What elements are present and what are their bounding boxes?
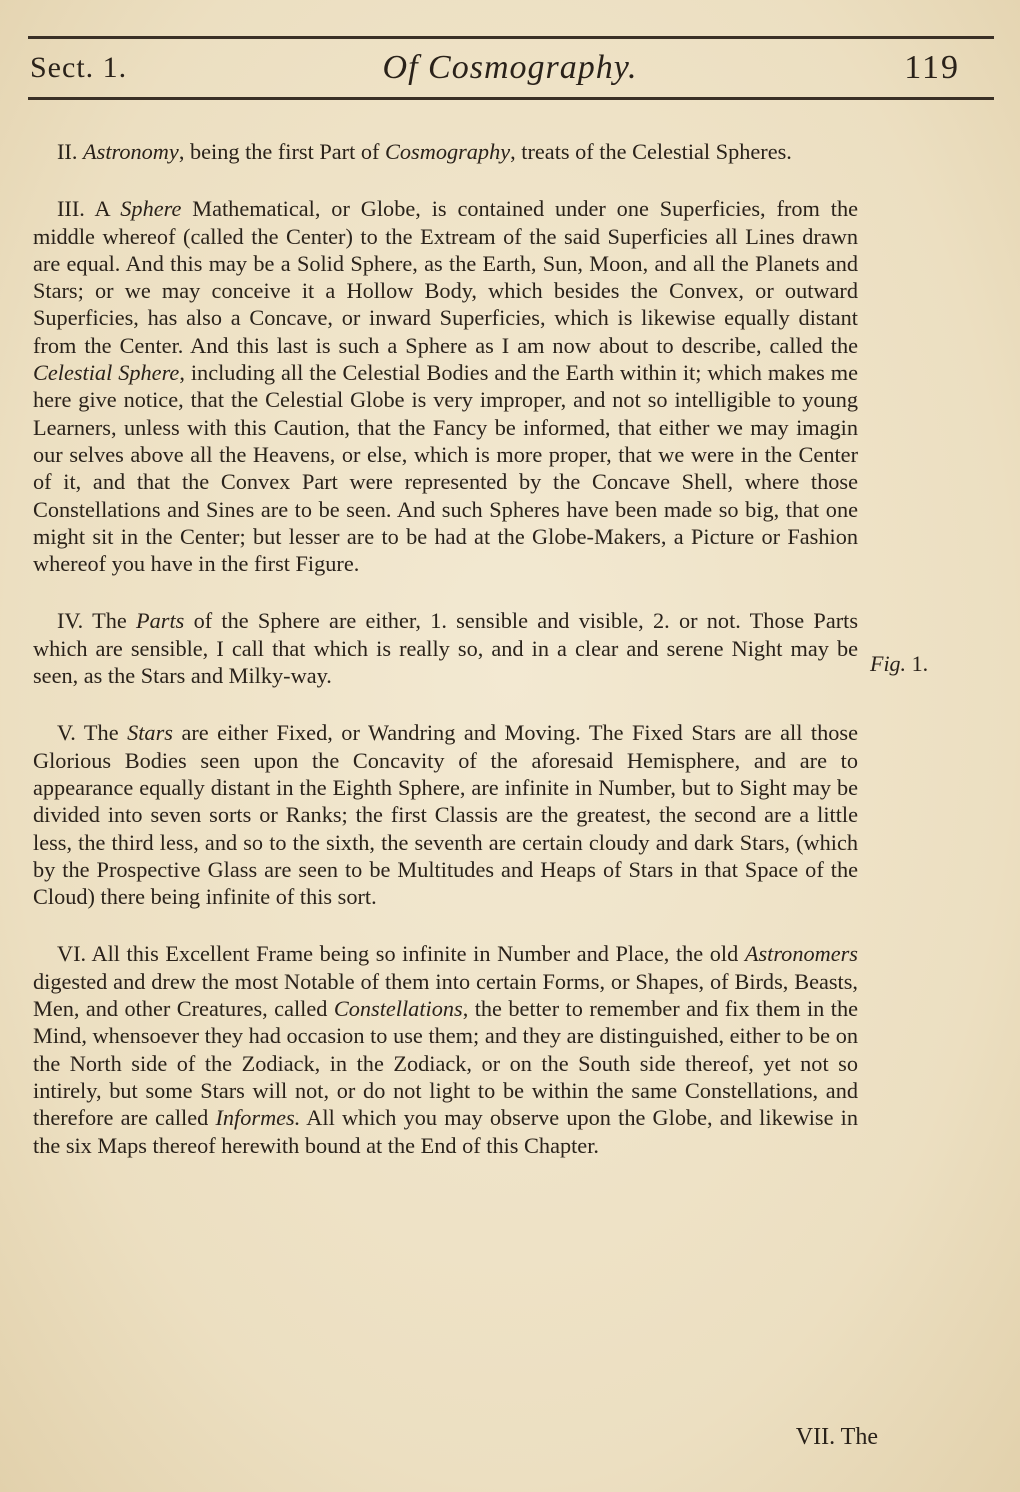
paragraph-number: III. — [57, 196, 85, 222]
paragraph-number: V. — [57, 720, 76, 746]
paragraph-iii — [33, 195, 858, 577]
italic-term: Sphere — [120, 196, 182, 222]
italic-term: Astronomers — [744, 941, 858, 967]
paragraph-text: All which you may observe upon the Globe, and likewise in the six Maps thereof herewith bound at the End of this Chapter. — [33, 1105, 859, 1158]
italic-term: Constellations — [333, 996, 463, 1022]
paragraph-text: , the better to remember and fix them in the Mind, whensoever they had occasion to use them; and they are distinguished, either to be on the North side of the Zodiack, in the Zodiack, or on the South side thereof, yet not so intirely, but some Stars will not, or do not light to be within the same Constellations, and therefore are called — [33, 996, 858, 1131]
section-label: Sect. 1. — [30, 51, 128, 84]
italic-term: Celestial Sphere — [33, 360, 180, 386]
italic-term: Cosmography — [385, 139, 511, 164]
figure-margin-note — [870, 650, 928, 677]
paragraph-number: IV. — [57, 608, 84, 634]
paragraph-v — [33, 719, 858, 910]
running-title: Of Cosmography. — [382, 49, 638, 86]
paragraph-text: , being the first Part of — [178, 139, 386, 164]
paragraph-ii — [33, 138, 858, 165]
header-bottom-rule — [28, 97, 994, 100]
catchword: VII. The — [795, 1424, 878, 1450]
paragraph-text: The — [92, 608, 137, 634]
paragraph-text: of the Sphere are either, 1. sensible and visible, 2. or not. Those Parts which are sensible, I call that which is really so, and in a clear and serene Night may be seen, as the Stars and Milky-way. — [33, 608, 859, 689]
figure-label: Fig. — [870, 651, 907, 676]
italic-term: Stars — [127, 720, 173, 746]
page-number: 119 — [904, 49, 960, 86]
paragraph-text: All this Excellent Frame being so infinite in Number and Place, the old — [91, 941, 745, 967]
paragraph-text: The — [83, 720, 128, 746]
paragraph-text: are either Fixed, or Wandring and Moving. The Fixed Stars are all those Glorious Bodies seen upon the Concavity of the aforesaid Hemisphere, and are to appearance equally distant in the Eighth Sphere, are infinite in Number, but to Sight may be divided into seven sorts or Ranks; the first Classis are the greatest, the second are a little less, the third less, and so to the sixth, the seventh are certain cloudy and dark Stars, (which by the Prospective Glass are seen to be Multitudes and Heaps of Stars in that Space of the Cloud) there being infinite of this sort. — [33, 720, 858, 910]
paragraph-number: VI. — [57, 941, 87, 967]
paragraph-text: Mathematical, or Globe, is contained under one Superficies, from the middle whereof (called the Center) to the Extream of the said Superficies all Lines drawn are equal. And this may be a Solid Sphere, as the Earth, Sun, Moon, and all the Planets and Stars; or we may conceive it a Hollow Body, which besides the Convex, or outward Superficies, has also a Concave, or inward Superficies, which is likewise equally distant from the Center. And this last is such a Sphere as I am now about to describe, called the — [33, 196, 858, 358]
paragraph-text: digested and drew the most Notable of them into certain Forms, or Shapes, of Birds, Beasts, Men, and other Creatures, called — [33, 968, 858, 1022]
paragraph-vi — [33, 940, 858, 1158]
paragraph-number: II. — [57, 139, 78, 164]
page-body — [33, 138, 858, 1189]
paragraph-iv — [33, 607, 858, 689]
header-top-rule — [28, 36, 994, 39]
paragraph-text: A — [94, 196, 121, 222]
italic-term: Parts — [136, 608, 185, 634]
figure-number: 1. — [911, 651, 929, 676]
paragraph-text: , including all the Celestial Bodies and the Earth within it; which makes me here give notice, that the Celestial Globe is very improper, and not so intelligible to young Learners, unless with this Caution, that the Fancy be informed, that either we may imagin our selves above all the Heavens, or else, which is more proper, that we were in the Center of it, and that the Convex Part were represented by the Concave Shell, where those Constellations and Sines are to be seen. And such Spheres have been made so big, that one might sit in the Center; but lesser are to be had at the Globe-Makers, a Picture or Fashion whereof you have in the first Figure. — [33, 360, 859, 577]
italic-term: Astronomy — [83, 139, 179, 164]
paragraph-text: , treats of the Celestial Spheres. — [510, 139, 792, 164]
italic-term: Informes. — [215, 1105, 301, 1131]
